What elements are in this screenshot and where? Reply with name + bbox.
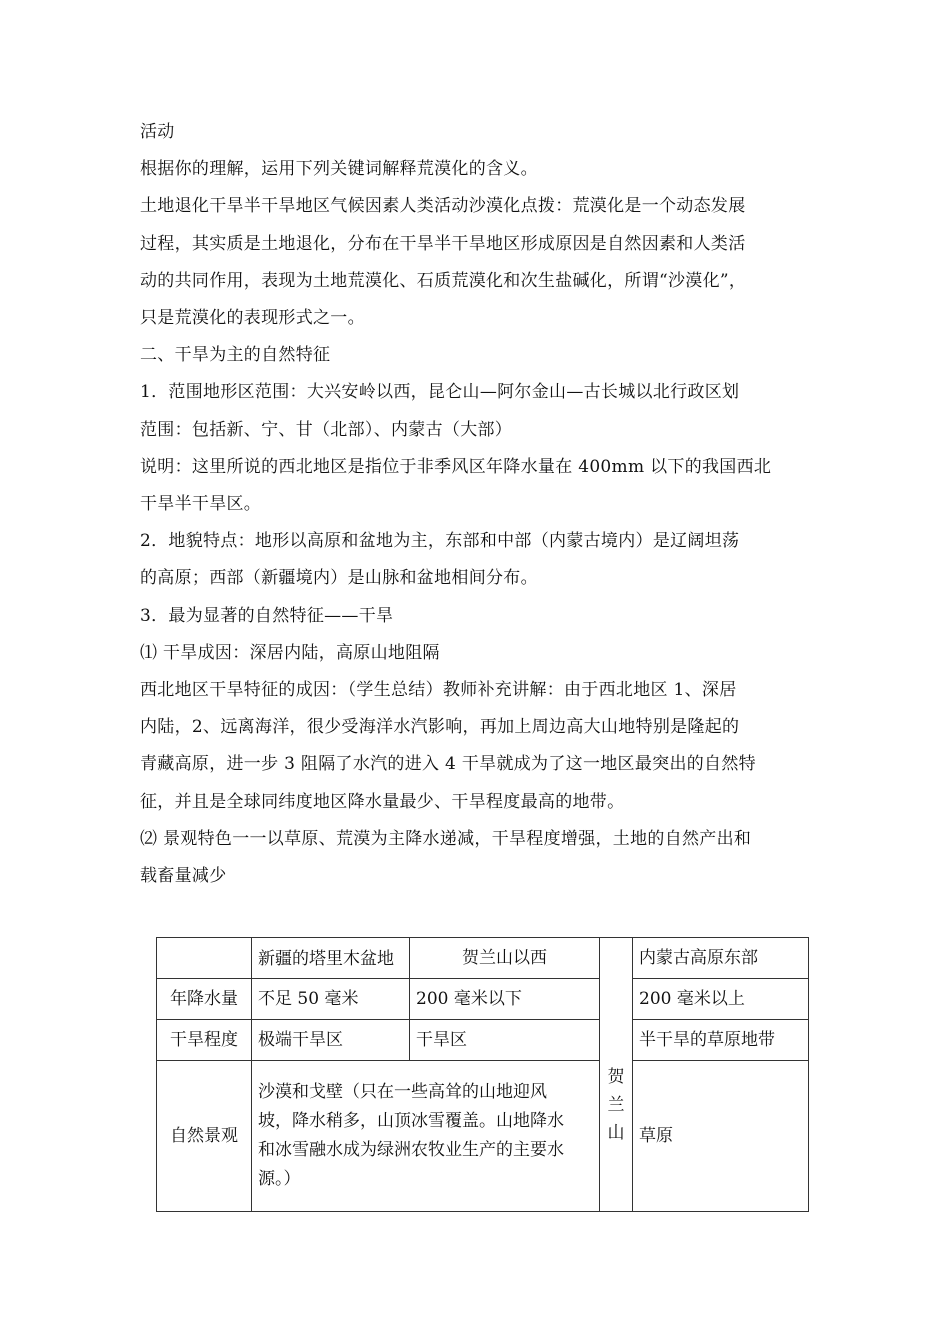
table-cell-merged: 沙漠和戈壁（只在一些高耸的山地迎风坡，降水稍多，山顶冰雪覆盖。山地降水和冰雪融水成为绿洲农牧业生产的主要水源。） xyxy=(252,1061,600,1212)
table-header-row xyxy=(157,938,809,979)
body-text xyxy=(140,114,830,895)
paragraph-line: 内陆，2、远离海洋，很少受海洋水汽影响，再加上周边高大山地特别是隆起的 xyxy=(140,717,740,738)
paragraph-line: 土地退化干旱半干旱地区气候因素人类活动沙漠化点拨：荒漠化是一个动态发展 xyxy=(140,196,746,217)
divider-label: 贺兰山 xyxy=(607,1066,625,1143)
paragraph-line: 动的共同作用，表现为土地荒漠化、石质荒漠化和次生盐碱化，所谓“沙漠化”， xyxy=(140,270,747,291)
paragraph-line: ⑴ 干旱成因：深居内陆，高原山地阻隔 xyxy=(140,642,440,663)
section-heading: 二、干旱为主的自然特征 xyxy=(140,345,331,366)
comparison-table xyxy=(156,937,809,1212)
paragraph-line: ⑵ 景观特色一一以草原、荒漠为主降水递减，干旱程度增强，土地的自然产出和 xyxy=(140,828,752,849)
section-heading: 活动 xyxy=(140,122,175,142)
paragraph-line: 范围：包括新、宁、甘（北部）、内蒙古（大部） xyxy=(140,419,513,440)
table-header-cell: 新疆的塔里木盆地 xyxy=(252,938,410,979)
table-cell: 干旱区 xyxy=(410,1020,600,1061)
row-label: 自然景观 xyxy=(157,1061,252,1212)
paragraph-line: 根据你的理解，运用下列关键词解释荒漠化的含义。 xyxy=(140,159,538,180)
table-header-cell: 贺兰山以西 xyxy=(410,938,600,979)
paragraph-line: 3．最为显著的自然特征——干旱 xyxy=(140,605,394,626)
row-label: 年降水量 xyxy=(157,979,252,1020)
table-cell: 半干旱的草原地带 xyxy=(633,1020,809,1061)
table-cell: 200 毫米以下 xyxy=(410,979,600,1020)
paragraph-line: 2．地貌特点：地形以高原和盆地为主，东部和中部（内蒙古境内）是辽阔坦荡 xyxy=(140,531,740,552)
row-label: 干旱程度 xyxy=(157,1020,252,1061)
paragraph-line: 1．范围地形区范围：大兴安岭以西，昆仑山—阿尔金山—古长城以北行政区划 xyxy=(140,382,740,403)
paragraph-line: 干旱半干旱区。 xyxy=(140,494,262,515)
paragraph-line: 过程，其实质是土地退化，分布在干旱半干旱地区形成原因是自然因素和人类活 xyxy=(140,233,746,254)
paragraph-line: 青藏高原，进一步 3 阻隔了水汽的进入 4 干旱就成为了这一地区最突出的自然特 xyxy=(140,754,756,775)
table-header-cell: 内蒙古高原东部 xyxy=(633,938,809,979)
table-row xyxy=(157,1020,809,1061)
paragraph-line: 的高原；西部（新疆境内）是山脉和盆地相间分布。 xyxy=(140,568,538,589)
table-cell: 200 毫米以上 xyxy=(633,979,809,1020)
table-corner-cell xyxy=(157,938,252,979)
table-cell: 草原 xyxy=(633,1061,809,1212)
paragraph-line: 说明：这里所说的西北地区是指位于非季风区年降水量在 400mm 以下的我国西北 xyxy=(140,456,772,477)
table-row xyxy=(157,979,809,1020)
helan-mountain-divider xyxy=(600,938,633,1212)
table-cell: 不足 50 毫米 xyxy=(252,979,410,1020)
paragraph-line: 西北地区干旱特征的成因：（学生总结）教师补充讲解：由于西北地区 1、深居 xyxy=(140,680,737,701)
paragraph-line: 载畜量减少 xyxy=(140,866,227,887)
paragraph-line: 只是荒漠化的表现形式之一。 xyxy=(140,308,365,329)
table-row xyxy=(157,1061,809,1212)
paragraph-line: 征，并且是全球同纬度地区降水量最少、干旱程度最高的地带。 xyxy=(140,791,625,812)
table-cell: 极端干旱区 xyxy=(252,1020,410,1061)
